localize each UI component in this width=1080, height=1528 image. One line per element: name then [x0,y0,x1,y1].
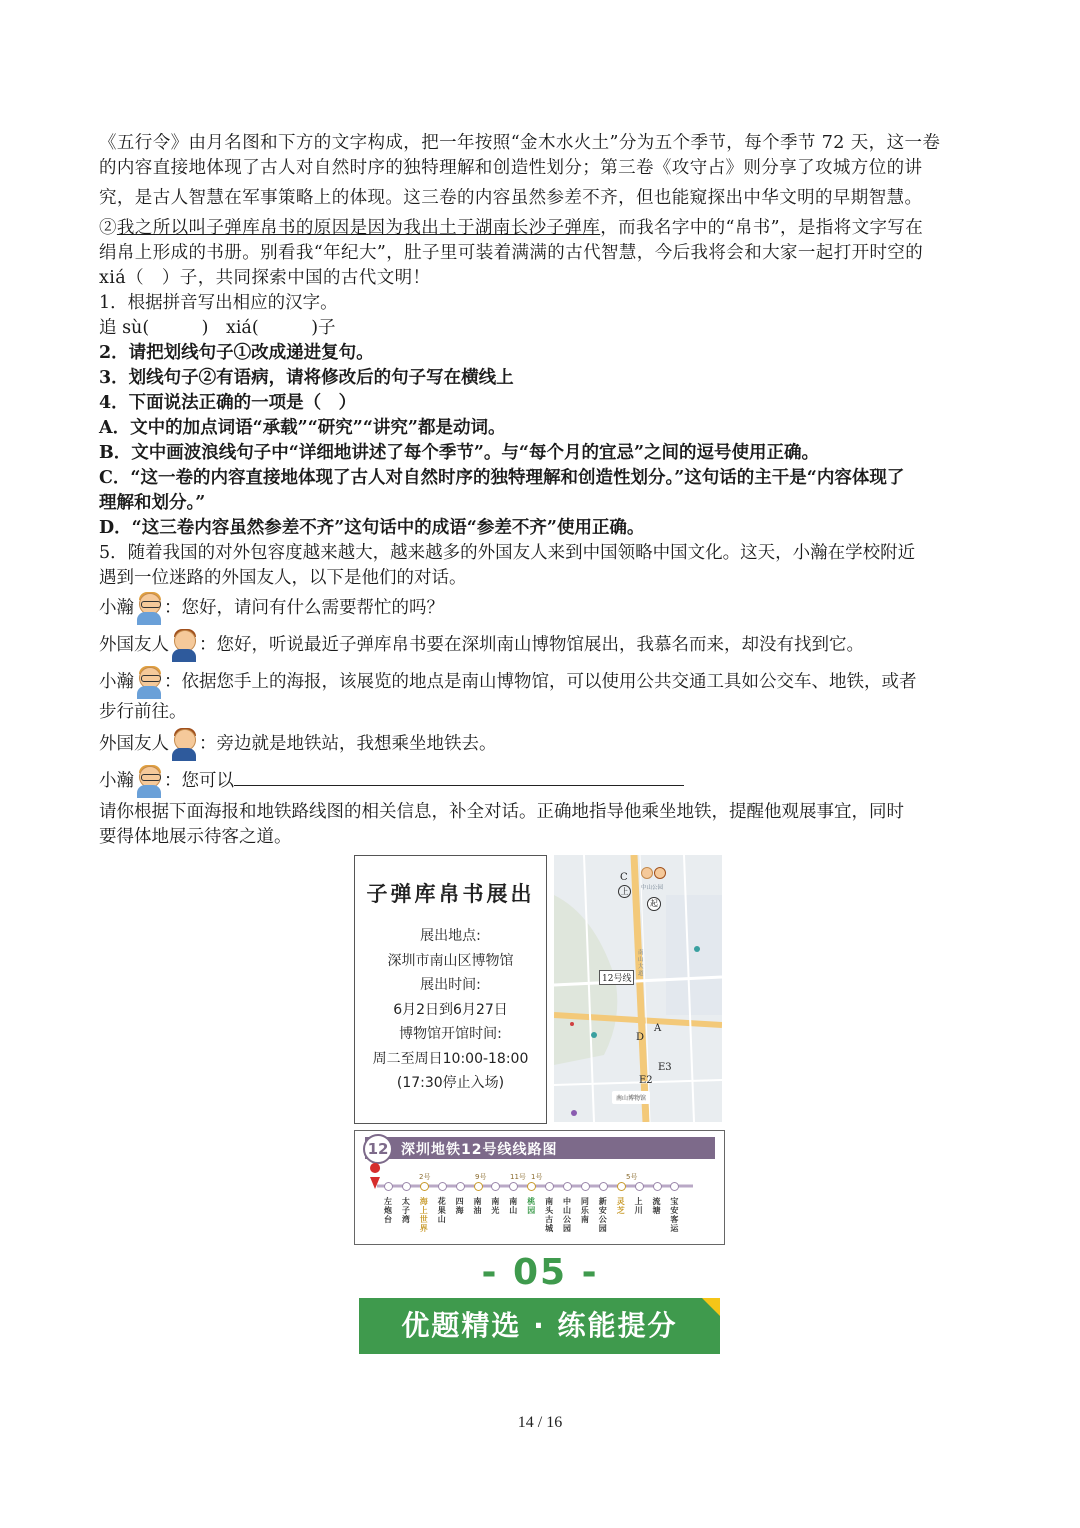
foreigner-avatar-icon [171,630,197,662]
dialogue-text: ：旁边就是地铁站，我想乘坐地铁去。 [199,734,497,754]
station-dot [653,1182,662,1191]
transfer-label: 2号 [419,1173,431,1181]
up-icon: 上 [618,885,631,898]
option-a[interactable]: A．文中的加点词语“承载”“研究”“讲究”都是动词。 [99,418,506,438]
start-icon: 起 [647,897,661,911]
passage-line-4 [99,216,923,240]
station-name: 新安公园 [598,1197,607,1233]
dialogue-line-3-cont: 步行前往。 [99,702,187,722]
poster-place-label: 展出地点: [420,928,481,944]
station-name: 灵芝 [616,1197,625,1215]
poster-time-label: 展出时间: [420,977,481,993]
station-name: 上川 [634,1197,643,1215]
station-name: 四海 [455,1197,464,1215]
transfer-label: 1号 [531,1173,543,1181]
station-name: 同乐南 [580,1197,589,1224]
passage-line-1: 《五行令》由月名图和下方的文字构成，把一年按照“金木水火土”分为五个季节，每个季节 72 天，这一卷 [99,133,941,153]
dialogue-line-3 [99,666,917,699]
speaker-xiaohan: 小瀚 [99,598,134,618]
exit-d-label: D [636,1032,645,1043]
station-name: 左炮台 [384,1197,392,1224]
speaker-xiaohan: 小瀚 [99,672,134,692]
poster-hours-label: 博物馆开馆时间: [399,1026,502,1042]
exit-a-label: A [654,1023,662,1034]
station-name: 中山公园 [563,1197,571,1233]
road-label: 南山大道 [638,950,644,977]
section-number: - 05 - [481,1252,599,1293]
passage-line-5: 绢帛上形成的书册。别看我“年纪大”，肚子里可装着满满的古代智慧，今后我将会和大家一起打开时空的 [99,243,924,263]
question-3: 3．划线句子②有语病，请将修改后的句子写在横线上 [99,368,514,388]
boy-avatar-icon [641,867,653,879]
passage-line-4-rest: ，而我名字中的“帛书”，是指将文字写在 [600,218,924,238]
poster-place: 深圳市南山区博物馆 [387,952,514,969]
museum-label: 南山博物馆 [612,1091,650,1104]
speaker-xiaohan: 小瀚 [99,771,134,791]
foreigner-avatar-icon [171,729,197,761]
dialogue-text: ：您好，听说最近子弹库帛书要在深圳南山博物馆展出，我慕名而来，却没有找到它。 [199,635,864,655]
foreigner-avatar-icon [654,867,666,879]
station-dot [438,1182,447,1191]
dialogue-line-2 [99,629,864,662]
speaker-foreigner: 外国友人 [99,635,169,655]
station-dot [617,1182,626,1191]
dialogue-text: ：依据您手上的海报，该展览的地点是南山博物馆，可以使用公共交通工具如公交车、地铁，或者 [164,672,917,692]
dialogue-text: ：您好，请问有什么需要帮忙的吗？ [164,598,444,618]
dialogue-line-4 [99,728,497,761]
passage-line-6: xiá（ ）子，共同探索中国的古代文明！ [99,268,431,288]
exit-c-label: C [620,872,628,883]
metro-title: 深圳地铁12号线线路图 [401,1142,558,1158]
station-name: 流塘 [652,1197,661,1215]
station-name: 南光 [491,1197,500,1215]
passage-line-3: 究，是古人智慧在军事策略上的体现。这三卷的内容虽然参差不齐，但也能窥探出中华文明的早期智慧。 [99,188,923,208]
station-name: 花果山 [437,1197,446,1224]
station-dot [384,1182,393,1191]
exit-e3-label: E3 [658,1062,672,1073]
poster-time: 6月2日到6月27日 [393,1001,508,1018]
transfer-label: 9号 [475,1173,487,1181]
question-2: 2．请把划线句子①改成递进复句。 [99,343,374,363]
option-c[interactable]: C．“这一卷的内容直接地体现了古人对自然时序的独特理解和创造性划分。”这句话的主干是“内容体现了 [99,468,905,488]
option-b[interactable]: B．文中画波浪线句子中“详细地讲述了每个季节”。与“每个月的宜忌”之间的逗号使用正确。 [99,443,820,463]
station-dot [563,1182,572,1191]
station-name: 南山 [509,1197,518,1215]
station-name: 桃园 [527,1197,536,1215]
station-name: 太子湾 [401,1197,410,1224]
question-5: 5．随着我国的对外包容度越来越大，越来越多的外国友人来到中国领略中国文化。这天，小瀚在学校附近 [99,543,916,563]
answer-blank[interactable] [234,767,684,786]
instruction-line-2: 要得体地展示待客之道。 [99,827,292,847]
metro-line-map [354,1130,725,1245]
promo-banner [359,1298,720,1354]
poster-last-entry: (17:30停止入场) [396,1075,505,1091]
transfer-label: 5号 [626,1173,638,1181]
map-roads [554,855,722,1122]
transfer-label: 11号 [510,1173,526,1181]
poster-title: 子弹库帛书展出 [366,881,535,906]
dialogue-text: ：您可以 [164,771,234,791]
line-number-badge: 12 [363,1134,393,1164]
boy-avatar-icon [136,593,162,625]
station-name: 南头古城 [545,1197,554,1233]
boy-avatar-icon [136,766,162,798]
exhibition-poster [354,855,547,1124]
passage-line-2: 的内容直接地体现了古人对自然时序的独特理解和创造性划分；第三卷《攻守占》则分享了攻城方位的讲 [99,158,923,178]
question-5-cont: 遇到一位迷路的外国友人，以下是他们的对话。 [99,568,467,588]
station-dot [599,1182,608,1191]
question-1-blanks[interactable]: 追 sù( ) xiá( )子 [99,318,336,338]
station-name: 宝安客运 [670,1197,679,1233]
poster-hours: 周二至周日10:00-18:00 [372,1050,529,1067]
park-label: 中山公园 [641,885,664,891]
speaker-foreigner: 外国友人 [99,734,169,754]
page-footer: 14 / 16 [517,1414,563,1431]
option-c-cont: 理解和划分。” [99,493,206,513]
instruction-line-1: 请你根据下面海报和地铁路线图的相关信息，补全对话。正确地指导他乘坐地铁，提醒他观展事宜，同时 [99,802,904,822]
station-dot [635,1182,644,1191]
station-dot [456,1182,465,1191]
option-d[interactable]: D．“这三卷内容虽然参差不齐”这句话中的成语“参差不齐”使用正确。 [99,518,645,538]
question-1: 1．根据拼音写出相应的汉字。 [99,293,338,313]
banner-text: 优题精选 · 练能提分 [401,1309,678,1342]
exit-e2-label: E2 [639,1075,653,1086]
dialogue-line-1 [99,592,444,625]
station-dot [402,1182,411,1191]
circle-marker-2: ② [99,218,117,238]
corner-decoration [702,1298,720,1316]
underlined-sentence-2: 我之所以叫子弹库帛书的原因是因为我出土于湖南长沙子弹库 [116,218,601,238]
dialogue-line-5 [99,765,684,798]
boy-avatar-icon [136,667,162,699]
station-dot [581,1182,590,1191]
question-4: 4．下面说法正确的一项是（ ） [99,393,357,413]
station-name: 海上世界 [419,1197,428,1233]
station-dot [420,1182,429,1191]
station-dot [474,1182,483,1191]
area-map [554,855,722,1122]
station-name: 南油 [473,1197,482,1215]
line-12-label: 12号线 [599,970,634,985]
